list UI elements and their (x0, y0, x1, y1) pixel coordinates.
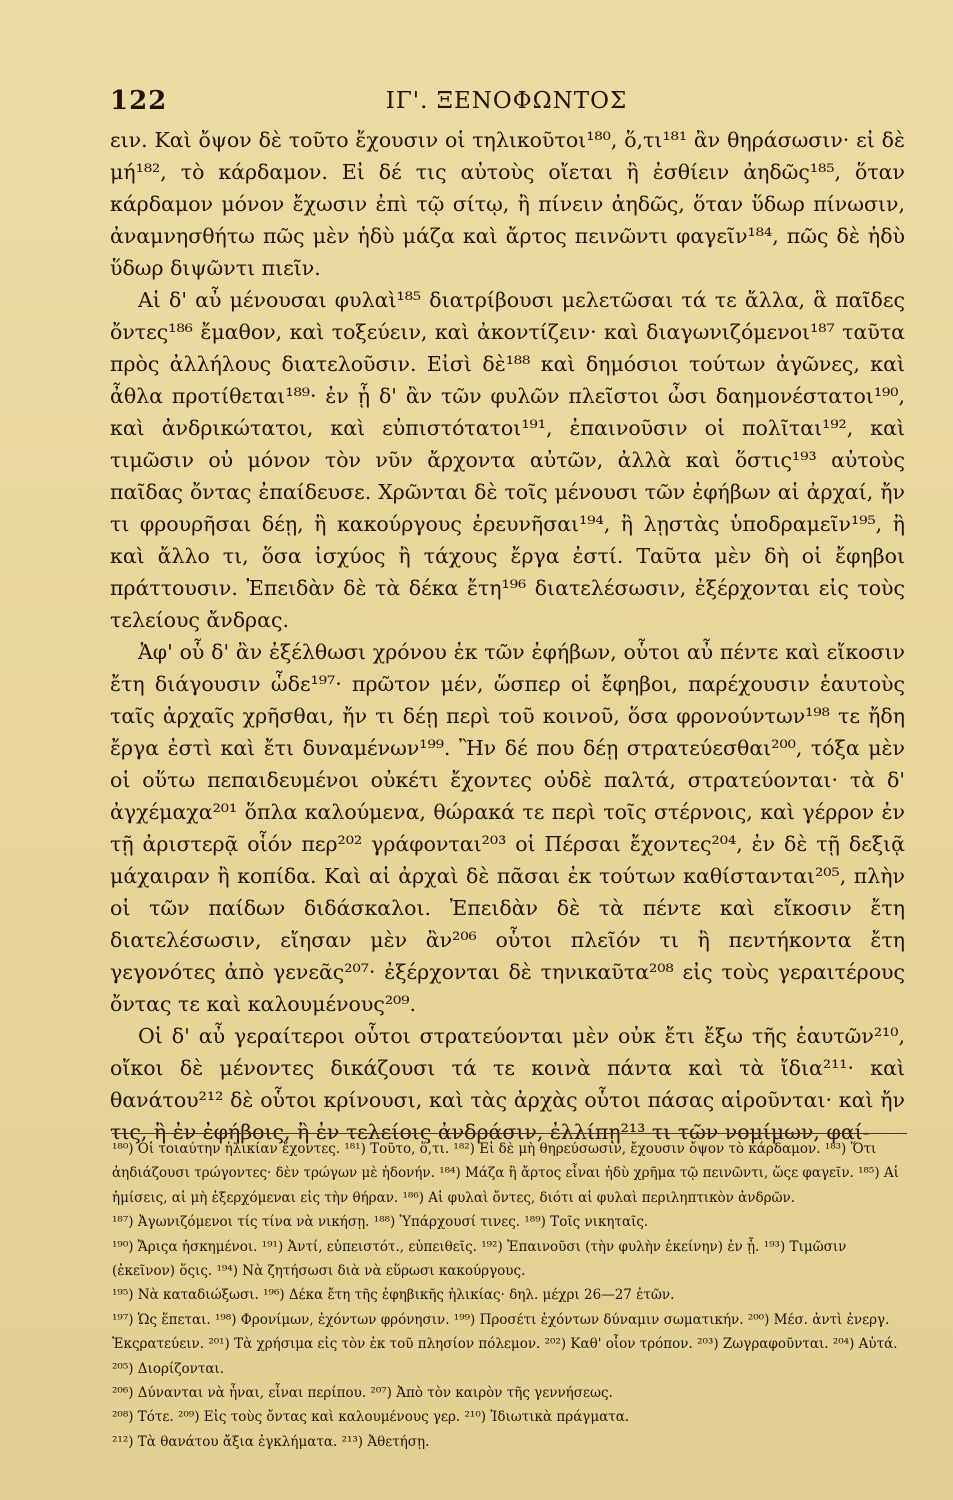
footnote-line: ¹⁹⁰) Ἄριςα ἠσκημένοι. ¹⁹¹) Ἀντί, εὐπειστότ., εὐπειθεῖς. ¹⁹²) Ἐπαινοῦσι (τὴν φυλὴν ἐκείνην) ἐν ᾗ. ¹⁹³) Τιμῶσιν (ἐκεῖνον) ὅςις. ¹⁹⁴) Νὰ ζητήσωσι διὰ νὰ εὕρωσι κακούργους. (112, 1238, 847, 1280)
footnote-line: ¹⁹⁵) Νὰ καταδιώξωσι. ¹⁹⁶) Δέκα ἔτη τῆς ἐφηβικῆς ἡλικίας· δηλ. μέχρι 26—27 ἐτῶν. (112, 1287, 675, 1304)
footnote-line: ²⁰⁸) Τότε. ²⁰⁹) Εἰς τοὺς ὄντας καὶ καλουμένους γερ. ²¹⁰) Ἰδιωτικὰ πράγματα. (112, 1409, 630, 1426)
footnote-line: ¹⁹⁷) Ὡς ἕπεται. ¹⁹⁸) Φρονίμων, ἐχόντων φρόνησιν. ¹⁹⁹) Προσέτι ἐχόντων δύναμιν σωματικήν. ²⁰⁰) Μέσ. ἀντὶ ἐνεργ. Ἐκςρατεύειν. ²⁰¹) Τὰ χρήσιμα εἰς τὸν ἐκ τοῦ πλησίον πόλεμον. ²⁰²) Καθ' οἷον τρόπον. ²⁰³) Ζωγραφοῦνται. ²⁰⁴) Αὐτά. ²⁰⁵) Διορίζονται. (112, 1311, 898, 1377)
footnote-line: ²¹²) Τὰ θανάτου ἄξια ἐγκλήματα. ²¹³) Ἀθετήσῃ. (112, 1433, 430, 1450)
main-text (110, 124, 905, 1148)
paragraph: Οἱ δ' αὖ γεραίτεροι οὗτοι στρατεύονται μὲν οὐκ ἔτι ἔξω τῆς ἑαυτῶν²¹⁰, οἴκοι δὲ μένοντες δικάζουσι τά τε κοινὰ πάντα καὶ τὰ ἴδια²¹¹· καὶ θανάτου²¹² δὲ οὗτοι κρίνουσι, καὶ τὰς ἀρχὰς οὗτοι πάσας αἱροῦνται· καὶ ἤν τις, ἢ ἐν ἐφήβοις, ἢ ἐν τελείοις ἀνδράσιν, ἐλλίπῃ²¹³ τι τῶν νομίμων, φαί- (110, 1024, 905, 1144)
page-number: 122 (110, 86, 168, 116)
paragraph: Ἀφ' οὗ δ' ἂν ἐξέλθωσι χρόνου ἐκ τῶν ἐφήβων, οὗτοι αὖ πέντε καὶ εἴκοσιν ἔτη διάγουσιν ὧδε¹⁹⁷· πρῶτον μέν, ὥσπερ οἱ ἔφηβοι, παρέχουσιν ἑαυτοὺς ταῖς ἀρχαῖς χρῆσθαι, ἤν τι δέῃ περὶ τοῦ κοινοῦ, ὅσα φρονούντων¹⁹⁸ τε ἤδη ἔργα ἐστὶ καὶ ἔτι δυναμένων¹⁹⁹. Ἢν δέ που δέῃ στρατεύεσθαι²⁰⁰, τόξα μὲν οἱ οὕτω πεπαιδευμένοι οὐκέτι ἔχοντες οὐδὲ παλτά, στρατεύονται· τὰ δ' ἀγχέμαχα²⁰¹ ὅπλα καλούμενα, θώρακά τε περὶ τοῖς στέρνοις, καὶ γέρρον ἐν τῇ ἀριστερᾷ οἷόν περ²⁰² γράφονται²⁰³ οἱ Πέρσαι ἔχοντες²⁰⁴, ἐν δὲ τῇ δεξιᾷ μάχαιραν ἢ κοπίδα. Καὶ αἱ ἀρχαὶ δὲ πᾶσαι ἐκ τούτων καθίστανται²⁰⁵, πλὴν οἱ τῶν παίδων διδάσκαλοι. Ἐπειδὰν δὲ τὰ πέντε καὶ εἴκοσιν ἔτη διατελέσωσιν, εἴησαν μὲν ἂν²⁰⁶ οὗτοι πλεῖόν τι ἢ πεντήκοντα ἔτη γεγονότες ἀπὸ γενεᾶς²⁰⁷· ἐξέρχονται δὲ τηνικαῦτα²⁰⁸ εἰς τοὺς γεραιτέρους ὄντας τε καὶ καλουμένους²⁰⁹. (110, 640, 905, 1016)
footnote-divider (112, 1133, 907, 1134)
page-header (110, 86, 903, 120)
footnote-line: ²⁰⁶) Δύνανται νὰ ἦναι, εἶναι περίπου. ²⁰⁷) Ἀπὸ τὸν καιρὸν τῆς γεννήσεως. (112, 1385, 613, 1402)
paragraph: ειν. Καὶ ὄψον δὲ τοῦτο ἔχουσιν οἱ τηλικοῦτοι¹⁸⁰, ὅ,τι¹⁸¹ ἂν θηράσωσιν· εἰ δὲ μή¹⁸², τὸ κάρδαμον. Εἰ δέ τις αὐτοὺς οἴεται ἢ ἐσθίειν ἀηδῶς¹⁸⁵, ὅταν κάρδαμον μόνον ἔχωσιν ἐπὶ τῷ σίτῳ, ἢ πίνειν ἀηδῶς, ὅταν ὕδωρ πίνωσιν, ἀναμνησθήτω πῶς μὲν ἡδὺ μάζα καὶ ἄρτος πεινῶντι φαγεῖν¹⁸⁴, πῶς δὲ ἡδὺ ὕδωρ διψῶντι πιεῖν. (110, 128, 905, 280)
paragraph: Αἱ δ' αὖ μένουσαι φυλαὶ¹⁸⁵ διατρίβουσι μελετῶσαι τά τε ἄλλα, ἃ παῖδες ὄντες¹⁸⁶ ἔμαθον, καὶ τοξεύειν, καὶ ἀκοντίζειν· καὶ διαγωνιζόμενοι¹⁸⁷ ταῦτα πρὸς ἀλλήλους διατελοῦσιν. Εἰσὶ δὲ¹⁸⁸ καὶ δημόσιοι τούτων ἀγῶνες, καὶ ἆθλα προτίθεται¹⁸⁹· ἐν ᾗ δ' ἂν τῶν φυλῶν πλεῖστοι ὦσι δαημονέστατοι¹⁹⁰, καὶ ἀνδρικώτατοι, καὶ εὐπιστότατοι¹⁹¹, ἐπαινοῦσιν οἱ πολῖται¹⁹², καὶ τιμῶσιν οὐ μόνον τὸν νῦν ἄρχοντα αὐτῶν, ἀλλὰ καὶ ὅστις¹⁹³ αὐτοὺς παῖδας ὄντας ἐπαίδευσε. Χρῶνται δὲ τοῖς μένουσι τῶν ἐφήβων αἱ ἀρχαί, ἤν τι φρουρῆσαι δέῃ, ἢ κακούργους ἐρευνῆσαι¹⁹⁴, ἢ λῃστὰς ὑποδραμεῖν¹⁹⁵, ἢ καὶ ἄλλο τι, ὅσα ἰσχύος ἢ τάχους ἔργα ἐστί. Ταῦτα μὲν δὴ οἱ ἔφηβοι πράττουσιν. Ἐπειδὰν δὲ τὰ δέκα ἔτη¹⁹⁶ διατελέσωσιν, ἐξέρχονται εἰς τοὺς τελείους ἄνδρας. (110, 288, 905, 632)
footnotes (112, 1137, 907, 1454)
footnote-line: ¹⁸⁰) Οἱ τοιαύτην ἡλικίαν ἔχοντες. ¹⁸¹) Τοῦτο, ὅ,τι. ¹⁸²) Εἰ δὲ μὴ θηρεύσωσιν, ἔχουσιν ὄψον τὸ κάρδαμον. ¹⁸³) Ὅτι ἀηδιάζουσι τρώγοντες· δὲν τρώγων μὲ ἡδονήν. ¹⁸⁴) Μάζα ἢ ἄρτος εἶναι ἡδὺ χρῆμα τῷ πεινῶντι, ὥςε φαγεῖν. ¹⁸⁵) Αἱ ἡμίσεις, αἱ μὴ ἐξερχόμεναι εἰς τὴν θήραν. ¹⁸⁶) Αἱ φυλαὶ ὄντες, διότι αἱ φυλαὶ περιληπτικὸν ἀνδρῶν. (112, 1141, 899, 1206)
running-title: ΙΓ'. ΞΕΝΟΦΩΝΤΟΣ (385, 88, 628, 114)
footnote-line: ¹⁸⁷) Ἀγωνιζόμενοι τίς τίνα νὰ νικήσῃ. ¹⁸⁸) Ὑπάρχουσί τινες. ¹⁸⁹) Τοῖς νικηταῖς. (112, 1214, 649, 1231)
